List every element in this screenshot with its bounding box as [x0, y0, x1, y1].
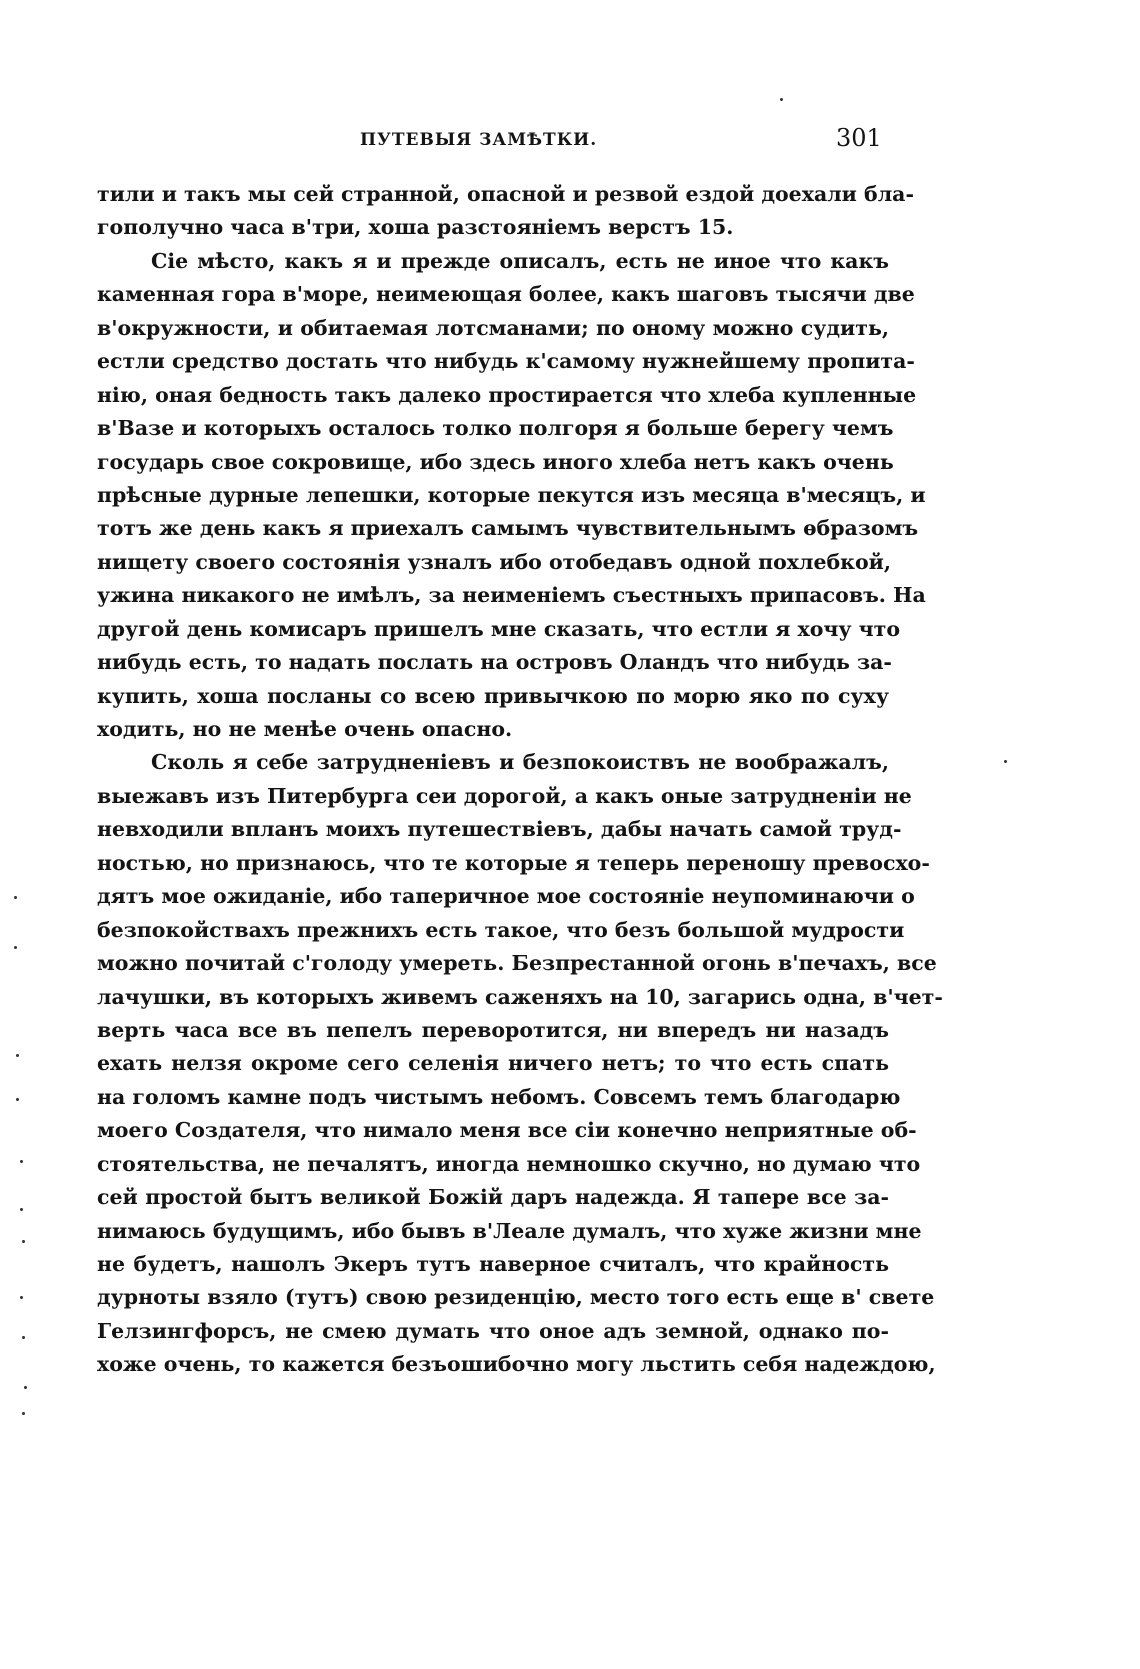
body-text: [97, 178, 943, 1382]
text-line: ностью, но признаюсь, что те которые я теперь переношу превосхо-: [97, 850, 930, 875]
text-line: в'окружности, и обитаемая лотсманами; по оному можно судить,: [97, 315, 889, 340]
scan-speck: [780, 98, 783, 101]
scan-speck: [22, 1336, 25, 1339]
text-line: можно почитай с'голоду умереть. Безпрестанной огонь в'печахъ, все: [97, 951, 937, 976]
text-line: Сіе мѣсто, какъ я и прежде описалъ, есть не иное что какъ: [151, 248, 889, 273]
text-line: государь свое сокровище, ибо здесь иного хлеба нетъ какъ очень: [97, 449, 894, 474]
text-line: нибудь есть, то надать послать на островъ Оландъ что нибудь за-: [97, 650, 892, 675]
text-line: на голомъ камне подъ чистымъ небомъ. Совсемъ темъ благодарю: [97, 1084, 901, 1109]
text-line: тотъ же день какъ я приехалъ самымъ чувствительнымъ ѳбразомъ: [97, 516, 919, 541]
text-line: Сколь я себе затрудненіевъ и безпокоиствъ не воображалъ,: [151, 750, 889, 775]
text-line: верть часа все въ пепелъ переворотится, ни впередъ ни назадъ: [97, 1017, 889, 1042]
text-line: моего Создателя, что нимало меня все сіи конечно неприятные об-: [97, 1118, 917, 1143]
text-line: ходить, но не менѣе очень опасно.: [97, 717, 513, 741]
text-line: ехать нелзя окроме сего селенія ничего нетъ; то что есть спать: [97, 1051, 889, 1076]
text-line: Гелзингфорсъ, не смею думать что оное адъ земной, однако по-: [97, 1318, 889, 1343]
text-line: нищету своего состоянія узналъ ибо отобедавъ одной похлебкой,: [97, 549, 892, 574]
text-line: каменная гора в'море, неимеющая более, какъ шаговъ тысячи две: [97, 282, 915, 307]
text-line: сей простой бытъ великой Божій даръ надежда. Я тапере все за-: [97, 1185, 889, 1210]
scan-speck: [22, 1240, 25, 1243]
text-line: невходили впланъ моихъ путешествіевъ, дабы начать самой труд-: [97, 817, 902, 842]
text-line: прѣсные дурные лепешки, которые пекутся изъ месяца в'месяцъ, и: [97, 482, 926, 507]
scan-speck: [1004, 760, 1007, 763]
text-line: не будетъ, нашолъ Экеръ тутъ наверное считалъ, что крайность: [97, 1252, 889, 1276]
text-line: безпокойствахъ прежнихъ есть такое, что безъ большой мудрости: [97, 917, 905, 942]
scan-speck: [14, 896, 17, 899]
text-line: купить, хоша посланы со всею привычкою по морю яко по суху: [97, 683, 889, 708]
text-line: дурноты взяло (тутъ) свою резиденцію, место того есть еще в' свете: [97, 1285, 935, 1310]
scan-speck: [16, 1098, 19, 1101]
running-head: ПУТЕВЫЯ ЗАМѢТКИ.: [360, 130, 598, 150]
text-line: выежавъ изъ Питербурга сеи дорогой, а какъ оные затрудненіи не: [97, 783, 912, 808]
scan-speck: [24, 1386, 27, 1389]
text-line: нимаюсь будущимъ, ибо бывъ в'Леале думалъ, что хуже жизни мне: [97, 1218, 922, 1243]
text-line: тили и такъ мы сей странной, опасной и резвой ездой доехали бла-: [97, 182, 914, 206]
text-line: хоже очень, то кажется безъошибочно могу льстить себя надеждою,: [97, 1352, 936, 1377]
scan-speck: [16, 1054, 19, 1057]
scan-speck: [22, 1412, 25, 1415]
scan-speck: [20, 1296, 23, 1299]
text-line: ужина никакого не имѣлъ, за неименіемъ съестныхъ припасовъ. На: [97, 583, 926, 608]
text-line: другой день комисаръ пришелъ мне сказать, что естли я хочу что: [97, 616, 901, 641]
text-line: стоятельства, не печалятъ, иногда немношко скучно, но думаю что: [97, 1151, 921, 1176]
text-line: лачушки, въ которыхъ живемъ саженяхъ на 10, загарись одна, в'чет-: [97, 984, 943, 1009]
page-number: 301: [836, 124, 882, 152]
text-line: нію, оная бедность такъ далеко простирается что хлеба купленные: [97, 382, 917, 407]
text-line: естли средство достать что нибудь к'самому нужнейшему пропита-: [97, 349, 915, 374]
text-line: дятъ мое ожиданіе, ибо таперичное мое состояніе неупоминаючи о: [97, 884, 915, 909]
scan-speck: [14, 946, 17, 949]
scan-speck: [20, 1208, 23, 1211]
text-line: гополучно часа в'три, хоша разстояніемъ верстъ 15.: [97, 215, 734, 240]
scan-speck: [20, 1160, 23, 1163]
text-line: в'Вазе и которыхъ осталось толко полгоря я больше берегу чемъ: [97, 416, 894, 441]
